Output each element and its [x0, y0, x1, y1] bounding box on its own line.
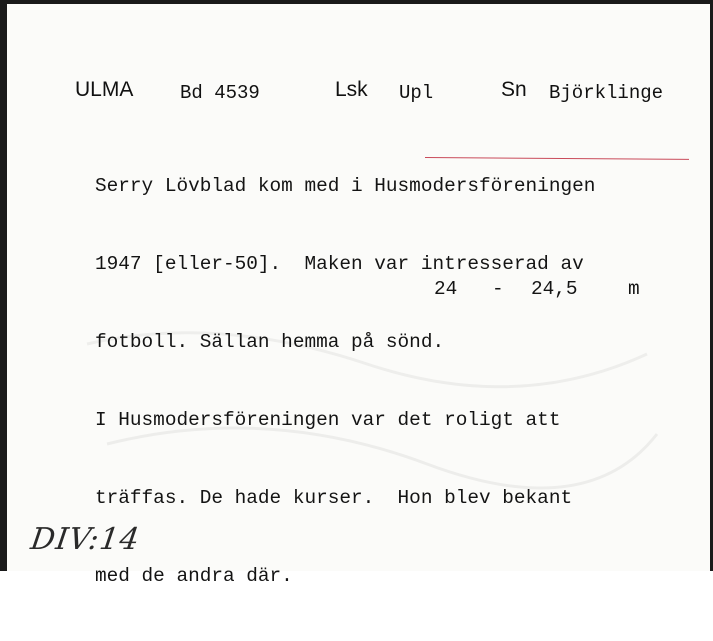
lsk-value: Upl	[399, 82, 434, 104]
sn-value: Björklinge	[549, 82, 664, 104]
archive-code: ULMA	[75, 78, 134, 101]
text-line: fotboll. Sällan hemma på sönd.	[95, 331, 445, 353]
text-line: I Husmodersföreningen var det roligt att	[95, 409, 561, 431]
text-line: träffas. De hade kurser. Hon blev bekant	[95, 487, 573, 509]
measure-unit: m	[628, 278, 640, 300]
handwritten-reference: DIV:14	[28, 522, 143, 557]
bd-reference: Bd 4539	[180, 82, 260, 104]
card-text	[95, 121, 595, 641]
text-line: med de andra där.	[95, 565, 293, 587]
measure-to: 24,5	[531, 278, 578, 300]
measure-dash: -	[492, 278, 504, 300]
sn-label: Sn	[501, 78, 527, 101]
text-line: Serry Lövblad kom med i Husmodersföreningen	[95, 175, 596, 197]
lsk-label: Lsk	[335, 78, 368, 101]
measure-from: 24	[434, 278, 458, 300]
text-line: 1947 [eller-50]. Maken var intresserad av	[95, 253, 584, 275]
